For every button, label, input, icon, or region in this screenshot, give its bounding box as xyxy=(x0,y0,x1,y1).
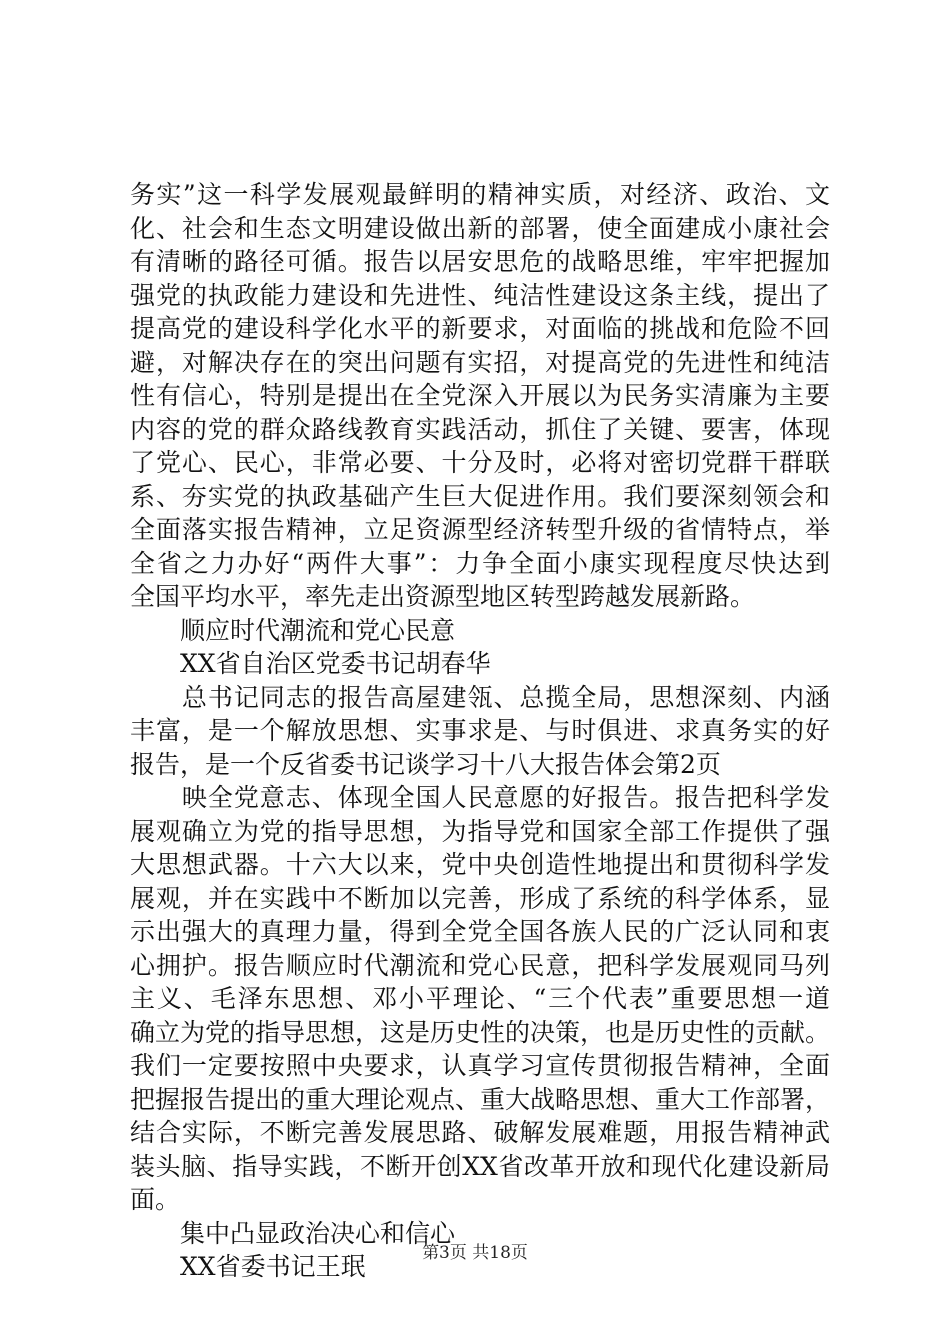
text-line: 全省之力办好“两件大事”：力争全面小康实现程度尽快达到 xyxy=(130,548,830,578)
text-line: 面。 xyxy=(130,1185,181,1214)
text-line: 展观，并在实践中不断加以完善，形成了系统的科学体系，显 xyxy=(130,883,830,913)
text-line: 性有信心，特别是提出在全党深入开展以为民务实清廉为主要 xyxy=(130,381,830,410)
text-line: 大思想武器。十六大以来，党中央创造性地提出和贯彻科学发 xyxy=(130,850,830,879)
text-line: 把握报告提出的重大理论观点、重大战略思想、重大工作部署， xyxy=(130,1084,830,1114)
page-footer: 第3页 共18页 xyxy=(422,1243,528,1263)
text-line: 有清晰的路径可循。报告以居安思危的战略思维，牢牢把握加 xyxy=(130,247,830,276)
text-line: 避，对解决存在的突出问题有实招，对提高党的先进性和纯洁 xyxy=(130,347,830,377)
text-line: 确立为党的指导思想，这是历史性的决策，也是历史性的贡献。 xyxy=(130,1017,830,1047)
author-line: XX省委书记王珉 xyxy=(130,1252,366,1281)
text-line: 结合实际，不断完善发展思路、破解发展难题，用报告精神武 xyxy=(130,1118,830,1147)
section-heading: 集中凸显政治决心和信心 xyxy=(130,1218,456,1248)
text-line: 强党的执政能力建设和先进性、纯洁性建设这条主线，提出了 xyxy=(130,280,830,310)
text-line: 全国平均水平，率先走出资源型地区转型跨越发展新路。 xyxy=(130,582,756,611)
text-line: 我们一定要按照中央要求，认真学习宣传贯彻报告精神，全面 xyxy=(130,1051,830,1080)
document-body xyxy=(130,178,830,1284)
author-line: XX省自治区党委书记胡春华 xyxy=(130,649,491,678)
text-line: 展观确立为党的指导思想，为指导党和国家全部工作提供了强 xyxy=(130,816,830,846)
text-line: 心拥护。报告顺应时代潮流和党心民意，把科学发展观同马列 xyxy=(130,950,830,980)
text-line: 全面落实报告精神，立足资源型经济转型升级的省情特点，举 xyxy=(130,515,830,544)
text-line: 内容的党的群众路线教育实践活动，抓住了关键、要害，体现 xyxy=(130,414,830,444)
text-line: 化、社会和生态文明建设做出新的部署，使全面建成小康社会 xyxy=(130,213,830,243)
section-heading: 顺应时代潮流和党心民意 xyxy=(130,615,456,645)
text-line: 提高党的建设科学化水平的新要求，对面临的挑战和危险不回 xyxy=(130,314,830,343)
text-line: 系、夯实党的执政基础产生巨大促进作用。我们要深刻领会和 xyxy=(130,481,830,511)
text-line: 务实”这一科学发展观最鲜明的精神实质，对经济、政治、文 xyxy=(130,180,830,209)
text-line: 总书记同志的报告高屋建瓴、总揽全局，思想深刻、内涵 xyxy=(130,682,830,712)
text-line: 示出强大的真理力量，得到全党全国各族人民的广泛认同和衷 xyxy=(130,917,830,946)
text-line: 主义、毛泽东思想、邓小平理论、“三个代表”重要思想一道 xyxy=(130,984,830,1013)
text-line: 了党心、民心，非常必要、十分及时，必将对密切党群干群联 xyxy=(130,448,830,477)
text-line: 丰富，是一个解放思想、实事求是、与时俱进、求真务实的好 xyxy=(130,716,830,745)
text-line: 映全党意志、体现全国人民意愿的好报告。报告把科学发 xyxy=(130,783,830,812)
text-line: 装头脑、指导实践，不断开创XX省改革开放和现代化建设新局 xyxy=(130,1151,830,1181)
text-line: 报告，是一个反省委书记谈学习十八大报告体会第2页 xyxy=(130,749,721,779)
